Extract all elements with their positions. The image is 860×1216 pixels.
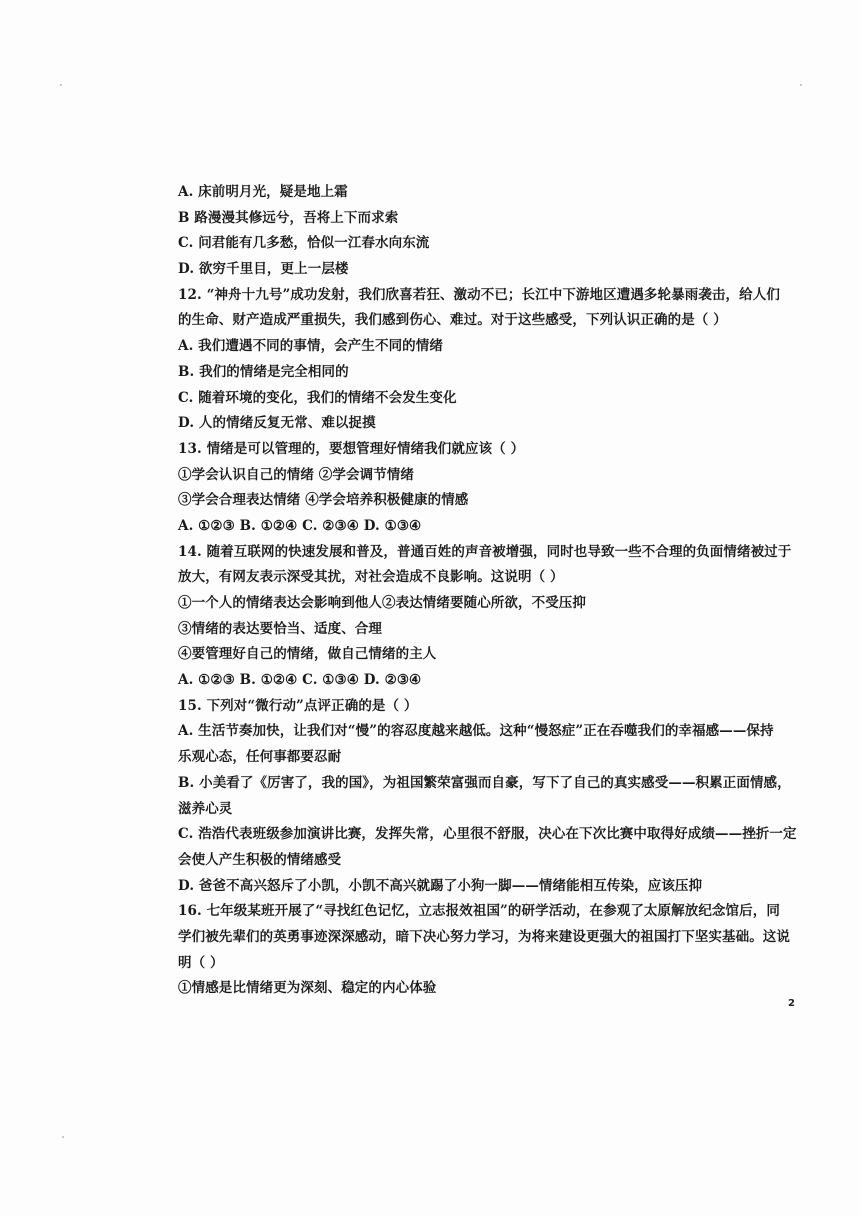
question-13-options: A. ①②③ B. ①②④ C. ②③④ D. ①③④ xyxy=(178,517,422,534)
question-13-stem: 13. 情绪是可以管理的，要想管理好情绪我们就应该（ ） xyxy=(178,440,525,457)
question-13-statements: ①学会认识自己的情绪 ②学会调节情绪 xyxy=(178,466,414,483)
question-12-option-a: A. 我们遭遇不同的事情，会产生不同的情绪 xyxy=(178,338,443,355)
page-number: 2 xyxy=(788,998,795,1009)
text-line: B 路漫漫其修远兮，吾将上下而求索 xyxy=(178,209,399,226)
question-15-stem: 15. 下列对“微行动”点评正确的是（ ） xyxy=(178,697,418,714)
question-15-option-d: D. 爸爸不高兴怒斥了小凯，小凯不高兴就踢了小狗一脚——情绪能相互传染，应该压抑 xyxy=(178,877,703,894)
question-15-option-a: 乐观心态，任何事都要忍耐 xyxy=(178,749,342,766)
question-14-statements: ③情绪的表达要恰当、适度、合理 xyxy=(178,620,382,637)
question-15-option-b: 滋养心灵 xyxy=(178,800,233,817)
question-14-statements: ①一个人的情绪表达会影响到他人②表达情绪要随心所欲，不受压抑 xyxy=(178,595,586,611)
question-15-option-c: 会使人产生积极的情绪感受 xyxy=(178,851,342,868)
question-15-option-c: C. 浩浩代表班级参加演讲比赛，发挥失常，心里很不舒服，决心在下次比赛中取得好成绩——挫折一定 xyxy=(178,826,797,843)
question-16-stem: 16. 七年级某班开展了“寻找红色记忆，立志报效祖国”的研学活动，在参观了太原解放纪念馆后，同 xyxy=(178,903,780,920)
question-12-option-d: D. 人的情绪反复无常、难以捉摸 xyxy=(178,415,376,432)
text-line: C. 问君能有几多愁，恰似一江春水向东流 xyxy=(178,235,430,252)
question-text xyxy=(178,180,798,1002)
question-14-stem: 14. 随着互联网的快速发展和普及，普通百姓的声音被增强，同时也导致一些不合理的负面情绪被过于 xyxy=(178,543,792,560)
question-12-option-b: B. 我们的情绪是完全相同的 xyxy=(178,363,349,380)
question-16-stem: 学们被先辈们的英勇事迹深深感动，暗下决心努力学习，为将来建设更强大的祖国打下坚实基础。这说 xyxy=(178,928,790,945)
scan-speck xyxy=(62,1136,64,1138)
text-line: A. 床前明月光，疑是地上霜 xyxy=(178,184,348,200)
scan-speck xyxy=(800,84,802,86)
scan-speck xyxy=(60,84,62,86)
question-15-option-a: A. 生活节奏加快，让我们对“慢”的容忍度越来越低。这种“慢怒症”正在吞噬我们的幸福感——保持 xyxy=(178,723,774,740)
question-12-stem: 12. “神舟十九号”成功发射，我们欣喜若狂、激动不已；长江中下游地区遭遇多轮暴雨袭击，给人们 xyxy=(178,286,780,303)
text-line: D. 欲穷千里目，更上一层楼 xyxy=(178,261,349,278)
question-16-statements: ①情感是比情绪更为深刻、稳定的内心体验 xyxy=(178,980,437,997)
question-14-statements: ④要管理好自己的情绪，做自己情绪的主人 xyxy=(178,646,437,663)
question-16-stem: 明（ ） xyxy=(178,954,224,971)
question-14-stem: 放大，有网友表示深受其扰，对社会造成不良影响。这说明（ ） xyxy=(178,569,564,586)
question-15-option-b: B. 小美看了《厉害了，我的国》，为祖国繁荣富强而自豪，写下了自己的真实感受——积累正面情感， xyxy=(178,774,791,791)
question-12-option-c: C. 随着环境的变化，我们的情绪不会发生变化 xyxy=(178,389,457,406)
question-14-options: A. ①②③ B. ①②④ C. ①③④ D. ②③④ xyxy=(178,672,422,689)
question-12-stem: 的生命、财产造成严重损失，我们感到伤心、难过。对于这些感受，下列认识正确的是（ ） xyxy=(178,312,727,329)
question-13-statements: ③学会合理表达情绪 ④学会培养积极健康的情感 xyxy=(178,492,469,509)
